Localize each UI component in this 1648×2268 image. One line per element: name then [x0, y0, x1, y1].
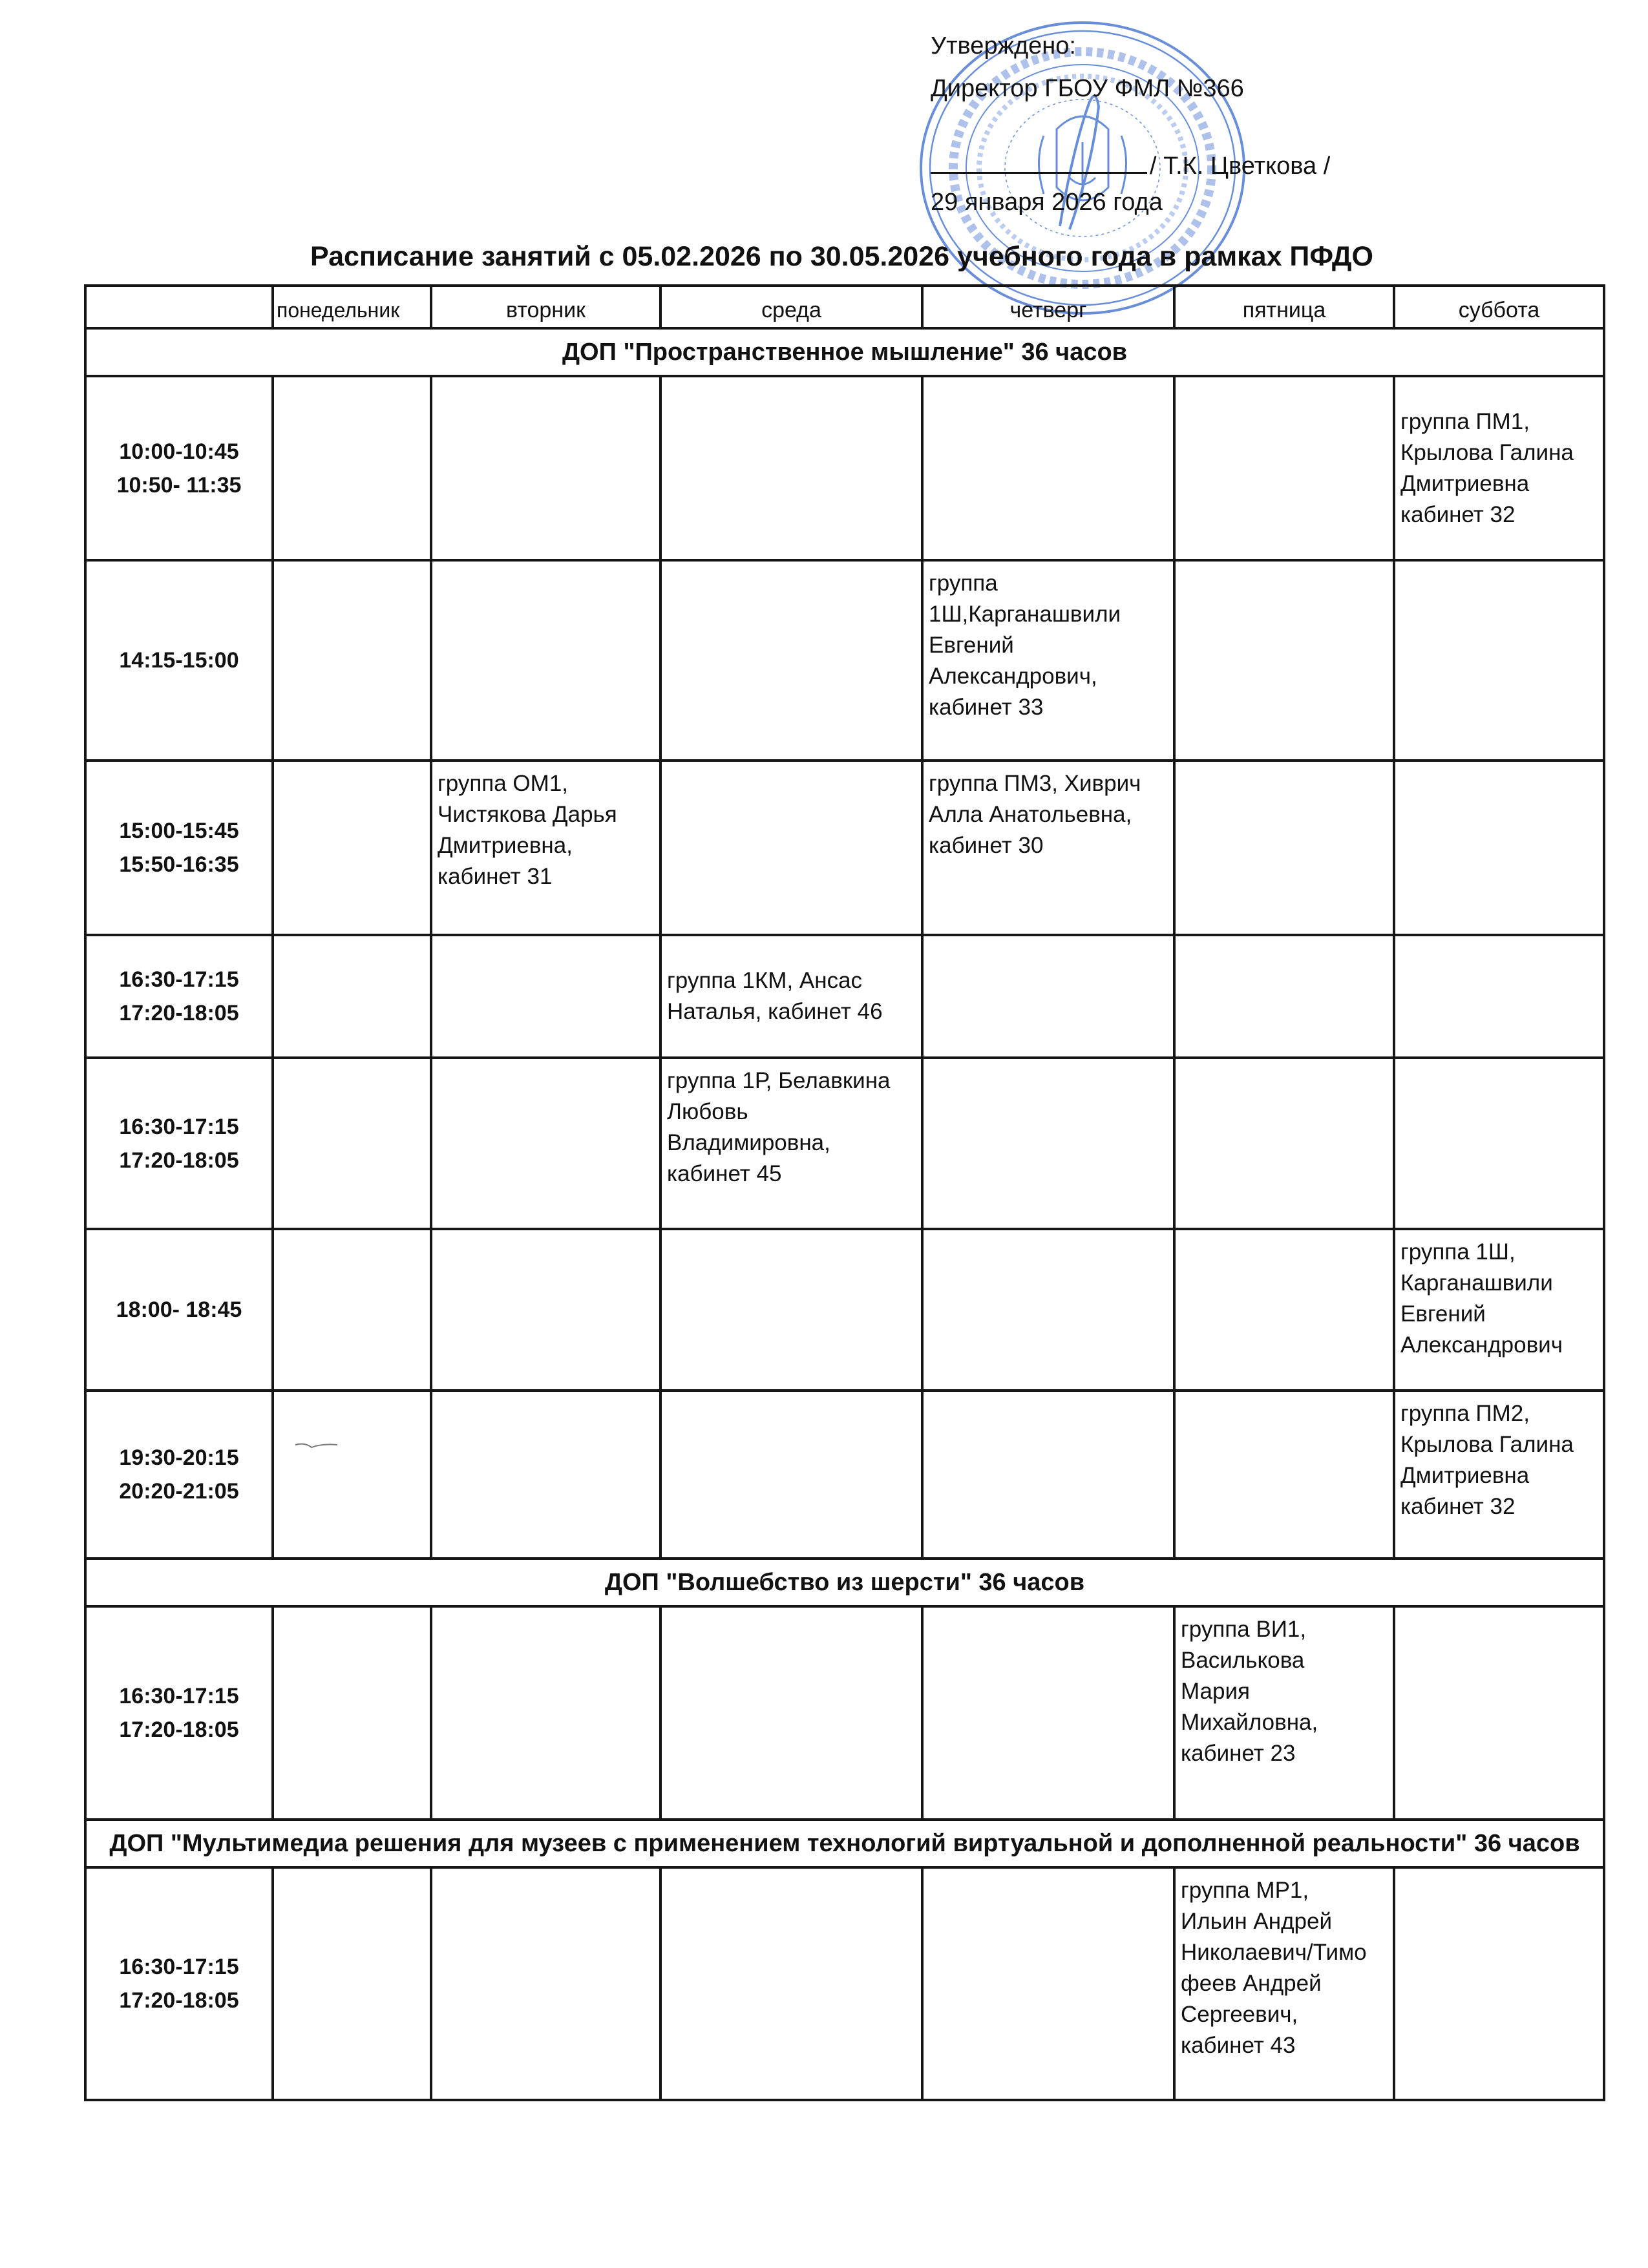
lesson-text-line: Александрович, [929, 664, 1097, 689]
empty-cell [660, 1606, 922, 1820]
empty-cell [1174, 1058, 1394, 1229]
lesson-text-line: группа 1Р, Белавкина [667, 1068, 891, 1093]
lesson-cell [660, 935, 922, 1058]
empty-cell [660, 1391, 922, 1559]
time-slot [85, 1867, 273, 2100]
empty-cell [1174, 935, 1394, 1058]
empty-cell [660, 376, 922, 560]
empty-cell [922, 1229, 1174, 1391]
program-title: ДОП "Волшебство из шерсти" 36 часов [85, 1559, 1604, 1606]
empty-cell [922, 1606, 1174, 1820]
lesson-cell [1394, 1229, 1604, 1391]
time-slot [85, 761, 273, 935]
empty-cell [431, 1391, 660, 1559]
lesson-cell [1394, 376, 1604, 560]
lesson-text-line: Дмитриевна [1400, 470, 1530, 496]
lesson-text-line: кабинет 23 [1181, 1741, 1296, 1766]
empty-cell [1394, 1058, 1604, 1229]
time-range: 16:30-17:15 [119, 1955, 239, 1979]
lesson-text-line: кабинет 32 [1400, 1494, 1516, 1519]
program-section-row [85, 1820, 1604, 1867]
empty-cell [922, 1058, 1174, 1229]
empty-cell [660, 1229, 922, 1391]
time-range: 10:00-10:45 [119, 439, 239, 464]
empty-cell [1394, 761, 1604, 935]
time-range: 17:20-18:05 [119, 1148, 239, 1173]
program-title: ДОП "Пространственное мышление" 36 часов [85, 328, 1604, 376]
empty-cell [431, 1606, 660, 1820]
time-range: 18:00- 18:45 [116, 1297, 242, 1322]
approval-block [931, 31, 1616, 217]
program-section-row [85, 328, 1604, 376]
lesson-text-line: Карганашвили [1400, 1270, 1553, 1296]
day-header: вторник [431, 286, 660, 328]
schedule-row [85, 1606, 1604, 1820]
empty-cell [922, 376, 1174, 560]
lesson-cell [1174, 1867, 1394, 2100]
lesson-text-line: Михайловна, [1181, 1710, 1318, 1735]
empty-cell [273, 376, 431, 560]
lesson-text-line: кабинет 31 [438, 864, 553, 889]
lesson-text-line: Крылова Галина [1400, 1432, 1574, 1457]
empty-cell [431, 1867, 660, 2100]
day-header: понедельник [273, 286, 431, 328]
day-header: суббота [1394, 286, 1604, 328]
lesson-text-line: группа ПМ1, [1400, 408, 1530, 434]
time-range: 20:20-21:05 [119, 1479, 239, 1504]
schedule-row [85, 935, 1604, 1058]
time-range: 16:30-17:15 [119, 967, 239, 992]
empty-cell [431, 1058, 660, 1229]
lesson-text-line: группа 1Ш, [1400, 1239, 1516, 1265]
empty-cell [922, 1867, 1174, 2100]
lesson-text-line: 1Ш,Карганашвили [929, 602, 1121, 627]
schedule-row [85, 1391, 1604, 1559]
lesson-text-line: кабинет 33 [929, 695, 1044, 720]
lesson-cell [1394, 1391, 1604, 1559]
time-slot [85, 1229, 273, 1391]
lesson-text-line: Алла Анатольевна, [929, 802, 1132, 827]
empty-cell [1394, 1867, 1604, 2100]
signature-line [931, 152, 1147, 174]
empty-cell [431, 1229, 660, 1391]
director-position: Директор ГБОУ ФМЛ №366 [931, 75, 1244, 102]
lesson-text-line: кабинет 45 [667, 1161, 782, 1186]
lesson-text-line: кабинет 30 [929, 833, 1044, 858]
schedule-row [85, 376, 1604, 560]
lesson-text-line: группа 1КМ, Ансас [667, 968, 863, 993]
lesson-text-line: кабинет 32 [1400, 501, 1516, 527]
empty-cell [273, 1229, 431, 1391]
time-range: 17:20-18:05 [119, 1001, 239, 1025]
lesson-text-line: Дмитриевна [1400, 1463, 1530, 1488]
time-slot [85, 1391, 273, 1559]
day-header: пятница [1174, 286, 1394, 328]
day-header-row [85, 286, 1604, 328]
lesson-text-line: Дмитриевна, [438, 833, 573, 858]
time-range: 15:00-15:45 [119, 819, 239, 843]
program-title: ДОП "Мультимедиа решения для музеев с применением технологий виртуальной и дополненной реальности" 36 часов [85, 1820, 1604, 1867]
time-range: 16:30-17:15 [119, 1684, 239, 1708]
time-range: 15:50-16:35 [119, 852, 239, 877]
lesson-text-line: Александрович [1400, 1332, 1563, 1358]
empty-cell [660, 560, 922, 761]
time-range: 10:50- 11:35 [116, 472, 242, 498]
empty-cell [922, 1391, 1174, 1559]
approved-label: Утверждено: [931, 32, 1076, 59]
lesson-cell [431, 761, 660, 935]
time-slot [85, 1058, 273, 1229]
empty-cell [273, 1867, 431, 2100]
lesson-text-line: Евгений [1400, 1301, 1486, 1327]
corner-cell [85, 286, 273, 328]
approval-date: 29 января 2026 года [931, 189, 1163, 216]
signature-row [931, 151, 1616, 181]
lesson-text-line: Любовь [667, 1099, 748, 1124]
empty-cell [660, 761, 922, 935]
empty-cell [273, 1391, 431, 1559]
empty-cell [660, 1867, 922, 2100]
time-range: 16:30-17:15 [119, 1114, 239, 1139]
empty-cell [1174, 761, 1394, 935]
empty-cell [273, 761, 431, 935]
signatory-name: / Т.К. Цветкова / [1150, 152, 1331, 180]
empty-cell [431, 376, 660, 560]
schedule-row [85, 560, 1604, 761]
lesson-text-line: Наталья, кабинет 46 [667, 999, 883, 1024]
lesson-text-line: группа ПМ2, [1400, 1401, 1530, 1426]
empty-cell [1174, 1391, 1394, 1559]
lesson-text-line: Мария [1181, 1679, 1250, 1704]
empty-cell [431, 935, 660, 1058]
empty-cell [431, 560, 660, 761]
lesson-text-line: Николаевич/Тимо [1181, 1940, 1367, 1965]
lesson-text-line: Ильин Андрей [1181, 1909, 1332, 1934]
empty-cell [1174, 560, 1394, 761]
schedule-row [85, 1229, 1604, 1391]
empty-cell [1394, 935, 1604, 1058]
time-range: 17:20-18:05 [119, 1717, 239, 1742]
time-range: 17:20-18:05 [119, 1988, 239, 2013]
lesson-cell [922, 560, 1174, 761]
empty-cell [1394, 560, 1604, 761]
lesson-cell [922, 761, 1174, 935]
time-slot [85, 935, 273, 1058]
day-header: среда [660, 286, 922, 328]
lesson-text-line: Василькова [1181, 1648, 1305, 1673]
time-range: 14:15-15:00 [119, 648, 239, 673]
time-slot [85, 560, 273, 761]
lesson-text-line: группа [929, 571, 998, 596]
lesson-text-line: феев Андрей [1181, 1971, 1322, 1996]
time-range: 19:30-20:15 [119, 1445, 239, 1470]
lesson-text-line: кабинет 43 [1181, 2033, 1296, 2058]
empty-cell [273, 1058, 431, 1229]
empty-cell [273, 1606, 431, 1820]
empty-cell [922, 935, 1174, 1058]
time-slot [85, 376, 273, 560]
lesson-text-line: Чистякова Дарья [438, 802, 617, 827]
schedule-table [84, 284, 1605, 2101]
day-header: четверг [922, 286, 1174, 328]
time-slot [85, 1606, 273, 1820]
schedule-row [85, 761, 1604, 935]
lesson-cell [1174, 1606, 1394, 1820]
scan-pen-mark [294, 1441, 339, 1450]
schedule-row [85, 1867, 1604, 2100]
empty-cell [1394, 1606, 1604, 1820]
lesson-text-line: группа ВИ1, [1181, 1617, 1307, 1642]
lesson-text-line: группа МР1, [1181, 1878, 1309, 1903]
empty-cell [1174, 376, 1394, 560]
lesson-text-line: группа ОМ1, [438, 771, 569, 796]
empty-cell [1174, 1229, 1394, 1391]
lesson-text-line: Сергеевич, [1181, 2002, 1298, 2027]
lesson-text-line: группа ПМ3, Хиврич [929, 771, 1141, 796]
lesson-text-line: Крылова Галина [1400, 439, 1574, 465]
lesson-text-line: Владимировна, [667, 1130, 830, 1155]
lesson-text-line: Евгений [929, 633, 1014, 658]
empty-cell [273, 560, 431, 761]
empty-cell [273, 935, 431, 1058]
schedule-row [85, 1058, 1604, 1229]
lesson-cell [660, 1058, 922, 1229]
page-title: Расписание занятий с 05.02.2026 по 30.05.2026 учебного года в рамках ПФДО [310, 241, 1373, 272]
program-section-row [85, 1559, 1604, 1606]
